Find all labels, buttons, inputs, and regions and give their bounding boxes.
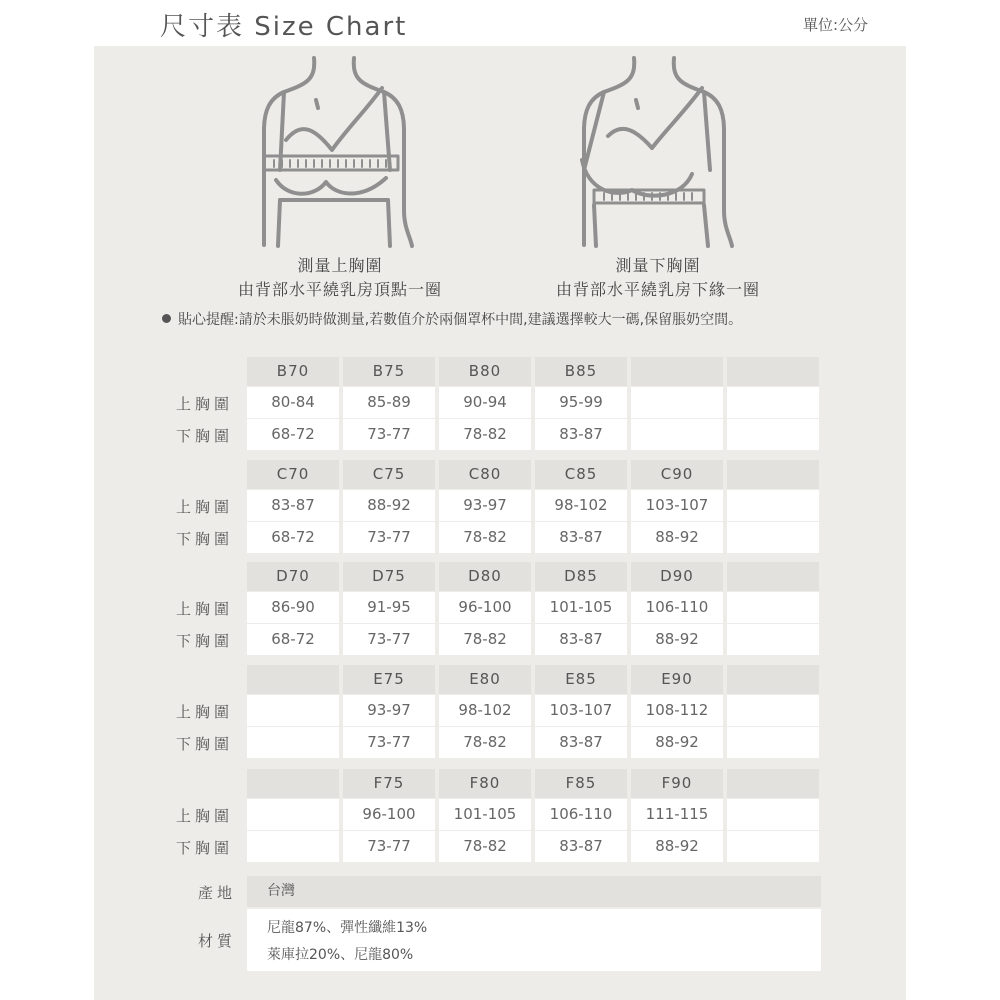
measurement-cell: 83-87 (247, 490, 339, 521)
measurement-cell: 78-82 (439, 624, 531, 655)
size-header-row (247, 357, 819, 386)
measurement-cell (247, 831, 339, 862)
under-bust-caption-title: 測量下胸圍 (615, 256, 701, 275)
size-header-cell: F90 (631, 769, 723, 798)
measurement-cell (247, 695, 339, 726)
upper-bust-row (247, 695, 819, 726)
under-bust-caption (508, 254, 808, 302)
under-bust-label: 下胸圍 (176, 632, 234, 650)
upper-bust-label: 上胸圍 (176, 807, 234, 825)
size-header-row (247, 769, 819, 798)
measurement-cell: 88-92 (631, 624, 723, 655)
material-line: 尼龍87%、彈性纖維13% (267, 920, 428, 936)
measurement-cell: 83-87 (535, 419, 627, 450)
measurement-cell (247, 727, 339, 758)
size-header-cell: D75 (343, 562, 435, 591)
measurement-cell: 103-107 (535, 695, 627, 726)
measurement-cell: 73-77 (343, 522, 435, 553)
measurement-cell (727, 831, 819, 862)
under-bust-row (247, 831, 819, 862)
upper-bust-row (247, 592, 819, 623)
size-header-cell: E75 (343, 665, 435, 694)
measurement-cell: 103-107 (631, 490, 723, 521)
under-bust-label: 下胸圍 (176, 427, 234, 445)
upper-bust-row (247, 799, 819, 830)
measurement-cell (727, 695, 819, 726)
measurement-cell: 98-102 (439, 695, 531, 726)
measurement-cell (727, 799, 819, 830)
size-header-cell: E85 (535, 665, 627, 694)
material-box (247, 909, 821, 971)
measurement-cell: 88-92 (343, 490, 435, 521)
upper-bust-row (247, 387, 819, 418)
measurement-cell: 93-97 (343, 695, 435, 726)
measurement-cell (727, 387, 819, 418)
measurement-cell: 85-89 (343, 387, 435, 418)
size-header-cell: E90 (631, 665, 723, 694)
measurement-cell (727, 624, 819, 655)
measurement-cell: 78-82 (439, 419, 531, 450)
measurement-cell: 78-82 (439, 522, 531, 553)
material-label: 材質 (197, 932, 236, 950)
measurement-cell: 73-77 (343, 831, 435, 862)
measurement-cell: 78-82 (439, 831, 531, 862)
measurement-cell: 93-97 (439, 490, 531, 521)
size-header-cell: C90 (631, 460, 723, 489)
under-bust-row (247, 522, 819, 553)
measurement-cell: 86-90 (247, 592, 339, 623)
unit-label: 單位:公分 (802, 16, 868, 34)
size-header-cell: D80 (439, 562, 531, 591)
measurement-cell: 88-92 (631, 831, 723, 862)
material-line: 萊庫拉20%、尼龍80% (267, 947, 414, 963)
measurement-cell: 96-100 (343, 799, 435, 830)
size-header-cell: B85 (535, 357, 627, 386)
measurement-cell: 90-94 (439, 387, 531, 418)
measurement-cell: 73-77 (343, 419, 435, 450)
upper-bust-caption-title: 測量上胸圍 (297, 256, 383, 275)
measurement-cell: 73-77 (343, 727, 435, 758)
measurement-cell: 95-99 (535, 387, 627, 418)
size-header-cell: C75 (343, 460, 435, 489)
measurement-cell (631, 387, 723, 418)
measurement-cell: 83-87 (535, 624, 627, 655)
origin-value: 台灣 (247, 876, 821, 907)
size-header-cell (727, 665, 819, 694)
under-bust-illustration (574, 50, 734, 250)
measurement-cell (727, 522, 819, 553)
measurement-cell: 101-105 (439, 799, 531, 830)
upper-bust-caption-desc: 由背部水平繞乳房頂點一圈 (237, 280, 442, 299)
size-header-cell (247, 769, 339, 798)
under-bust-label: 下胸圍 (176, 839, 234, 857)
size-header-cell: C70 (247, 460, 339, 489)
bullet-dot-icon (162, 314, 171, 323)
upper-bust-label: 上胸圍 (176, 703, 234, 721)
size-header-cell: B75 (343, 357, 435, 386)
size-header-cell: F80 (439, 769, 531, 798)
measurement-cell (727, 727, 819, 758)
size-header-cell: F75 (343, 769, 435, 798)
measurement-tip (162, 309, 742, 329)
size-header-row (247, 562, 819, 591)
upper-bust-label: 上胸圍 (176, 498, 234, 516)
measurement-cell: 88-92 (631, 727, 723, 758)
upper-bust-label: 上胸圍 (176, 395, 234, 413)
upper-bust-caption (190, 254, 490, 302)
measurement-cell: 106-110 (535, 799, 627, 830)
size-header-cell (727, 460, 819, 489)
measurement-cell (247, 799, 339, 830)
measurement-cell: 101-105 (535, 592, 627, 623)
measurement-cell: 83-87 (535, 522, 627, 553)
measurement-cell (631, 419, 723, 450)
size-header-cell: C80 (439, 460, 531, 489)
measurement-cell: 80-84 (247, 387, 339, 418)
tip-text: 貼心提醒:請於未脹奶時做測量,若數值介於兩個罩杯中間,建議選擇較大一碼,保留脹奶空間。 (178, 312, 743, 328)
size-header-cell: B80 (439, 357, 531, 386)
size-header-cell: E80 (439, 665, 531, 694)
origin-label: 產地 (197, 884, 236, 902)
page-title: 尺寸表 Size Chart (160, 12, 408, 42)
size-header-row (247, 460, 819, 489)
measurement-cell: 68-72 (247, 419, 339, 450)
size-header-cell (247, 665, 339, 694)
upper-bust-label: 上胸圍 (176, 600, 234, 618)
measurement-cell: 78-82 (439, 727, 531, 758)
measurement-cell (727, 419, 819, 450)
size-header-cell: F85 (535, 769, 627, 798)
measurement-cell: 88-92 (631, 522, 723, 553)
measurement-cell: 68-72 (247, 522, 339, 553)
measurement-cell: 96-100 (439, 592, 531, 623)
measurement-cell: 106-110 (631, 592, 723, 623)
size-header-row (247, 665, 819, 694)
size-header-cell (631, 357, 723, 386)
measurement-cell: 91-95 (343, 592, 435, 623)
measurement-cell (727, 490, 819, 521)
upper-bust-row (247, 490, 819, 521)
measurement-cell: 83-87 (535, 831, 627, 862)
under-bust-label: 下胸圍 (176, 530, 234, 548)
under-bust-row (247, 624, 819, 655)
size-header-cell: B70 (247, 357, 339, 386)
under-bust-label: 下胸圍 (176, 735, 234, 753)
upper-bust-illustration (254, 50, 414, 250)
measurement-cell: 68-72 (247, 624, 339, 655)
measurement-cell: 108-112 (631, 695, 723, 726)
measurement-cell: 98-102 (535, 490, 627, 521)
size-header-cell: C85 (535, 460, 627, 489)
size-header-cell (727, 769, 819, 798)
measurement-cell: 73-77 (343, 624, 435, 655)
measurement-cell: 111-115 (631, 799, 723, 830)
size-header-cell: D70 (247, 562, 339, 591)
size-header-cell (727, 562, 819, 591)
measurement-cell: 83-87 (535, 727, 627, 758)
size-header-cell (727, 357, 819, 386)
under-bust-row (247, 727, 819, 758)
size-header-cell: D85 (535, 562, 627, 591)
under-bust-row (247, 419, 819, 450)
size-header-cell: D90 (631, 562, 723, 591)
under-bust-caption-desc: 由背部水平繞乳房下緣一圈 (555, 280, 760, 299)
measurement-cell (727, 592, 819, 623)
